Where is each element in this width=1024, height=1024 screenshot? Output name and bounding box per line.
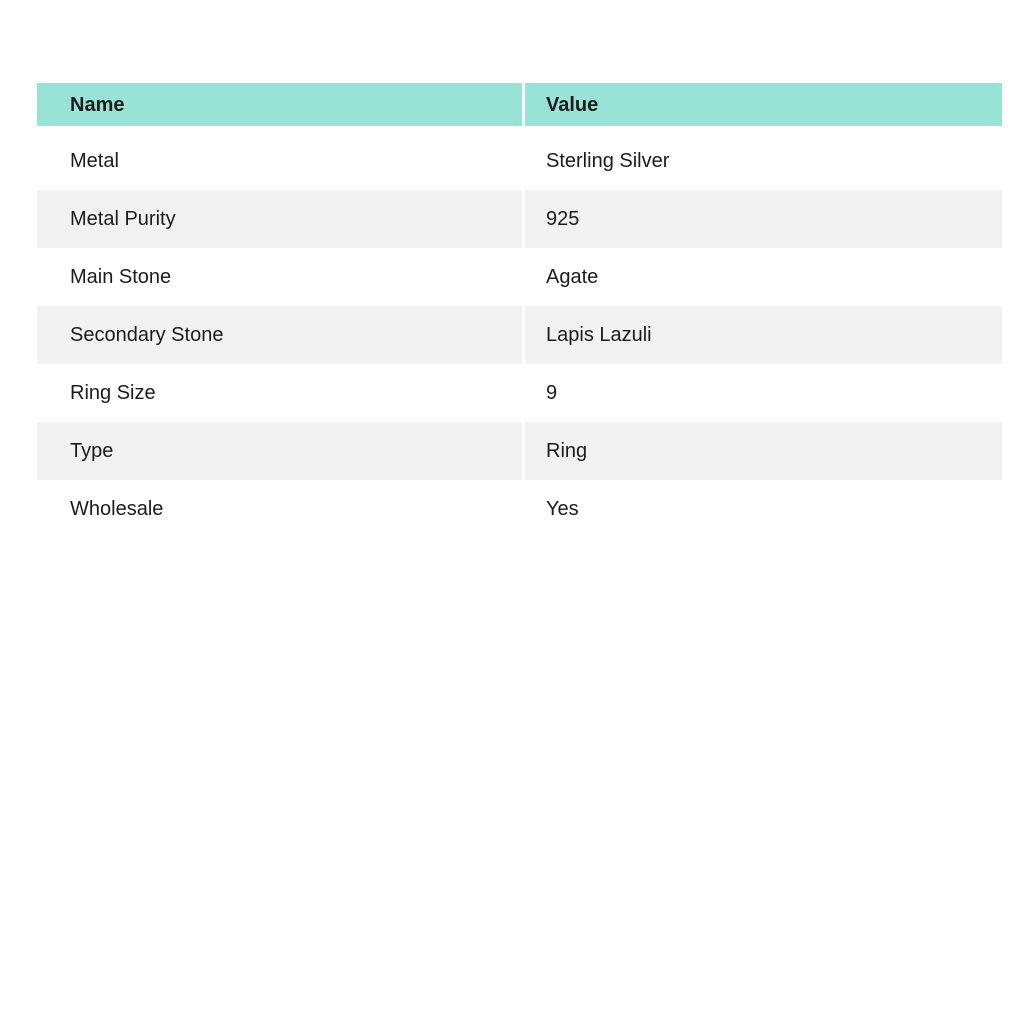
- attribute-name: Ring Size: [37, 364, 525, 422]
- table-row: [37, 190, 1002, 248]
- table-row: [37, 306, 1002, 364]
- table-row: [37, 132, 1002, 190]
- column-header-value: Value: [525, 83, 1002, 132]
- attribute-value: Yes: [546, 498, 579, 520]
- attribute-name: Wholesale: [37, 480, 525, 538]
- attribute-value: Ring: [525, 422, 1002, 480]
- attribute-name: Metal Purity: [37, 190, 525, 248]
- table-row: [37, 364, 1002, 422]
- attributes-table: [37, 83, 1002, 538]
- attribute-value: Agate: [546, 266, 599, 288]
- attribute-name: Metal: [37, 132, 525, 190]
- table-row: [37, 248, 1002, 306]
- column-header-name: Name: [37, 83, 525, 132]
- attribute-name: Main Stone: [37, 248, 525, 306]
- attribute-value: 925: [525, 190, 1002, 248]
- table-row: [37, 422, 1002, 480]
- attribute-name: Type: [37, 422, 525, 480]
- table-row: [37, 480, 1002, 538]
- attribute-name: Secondary Stone: [37, 306, 525, 364]
- attribute-value: Sterling Silver: [546, 150, 670, 172]
- attribute-value: Lapis Lazuli: [525, 306, 1002, 364]
- table-header-row: [37, 83, 1002, 132]
- attribute-value: 9: [546, 382, 558, 404]
